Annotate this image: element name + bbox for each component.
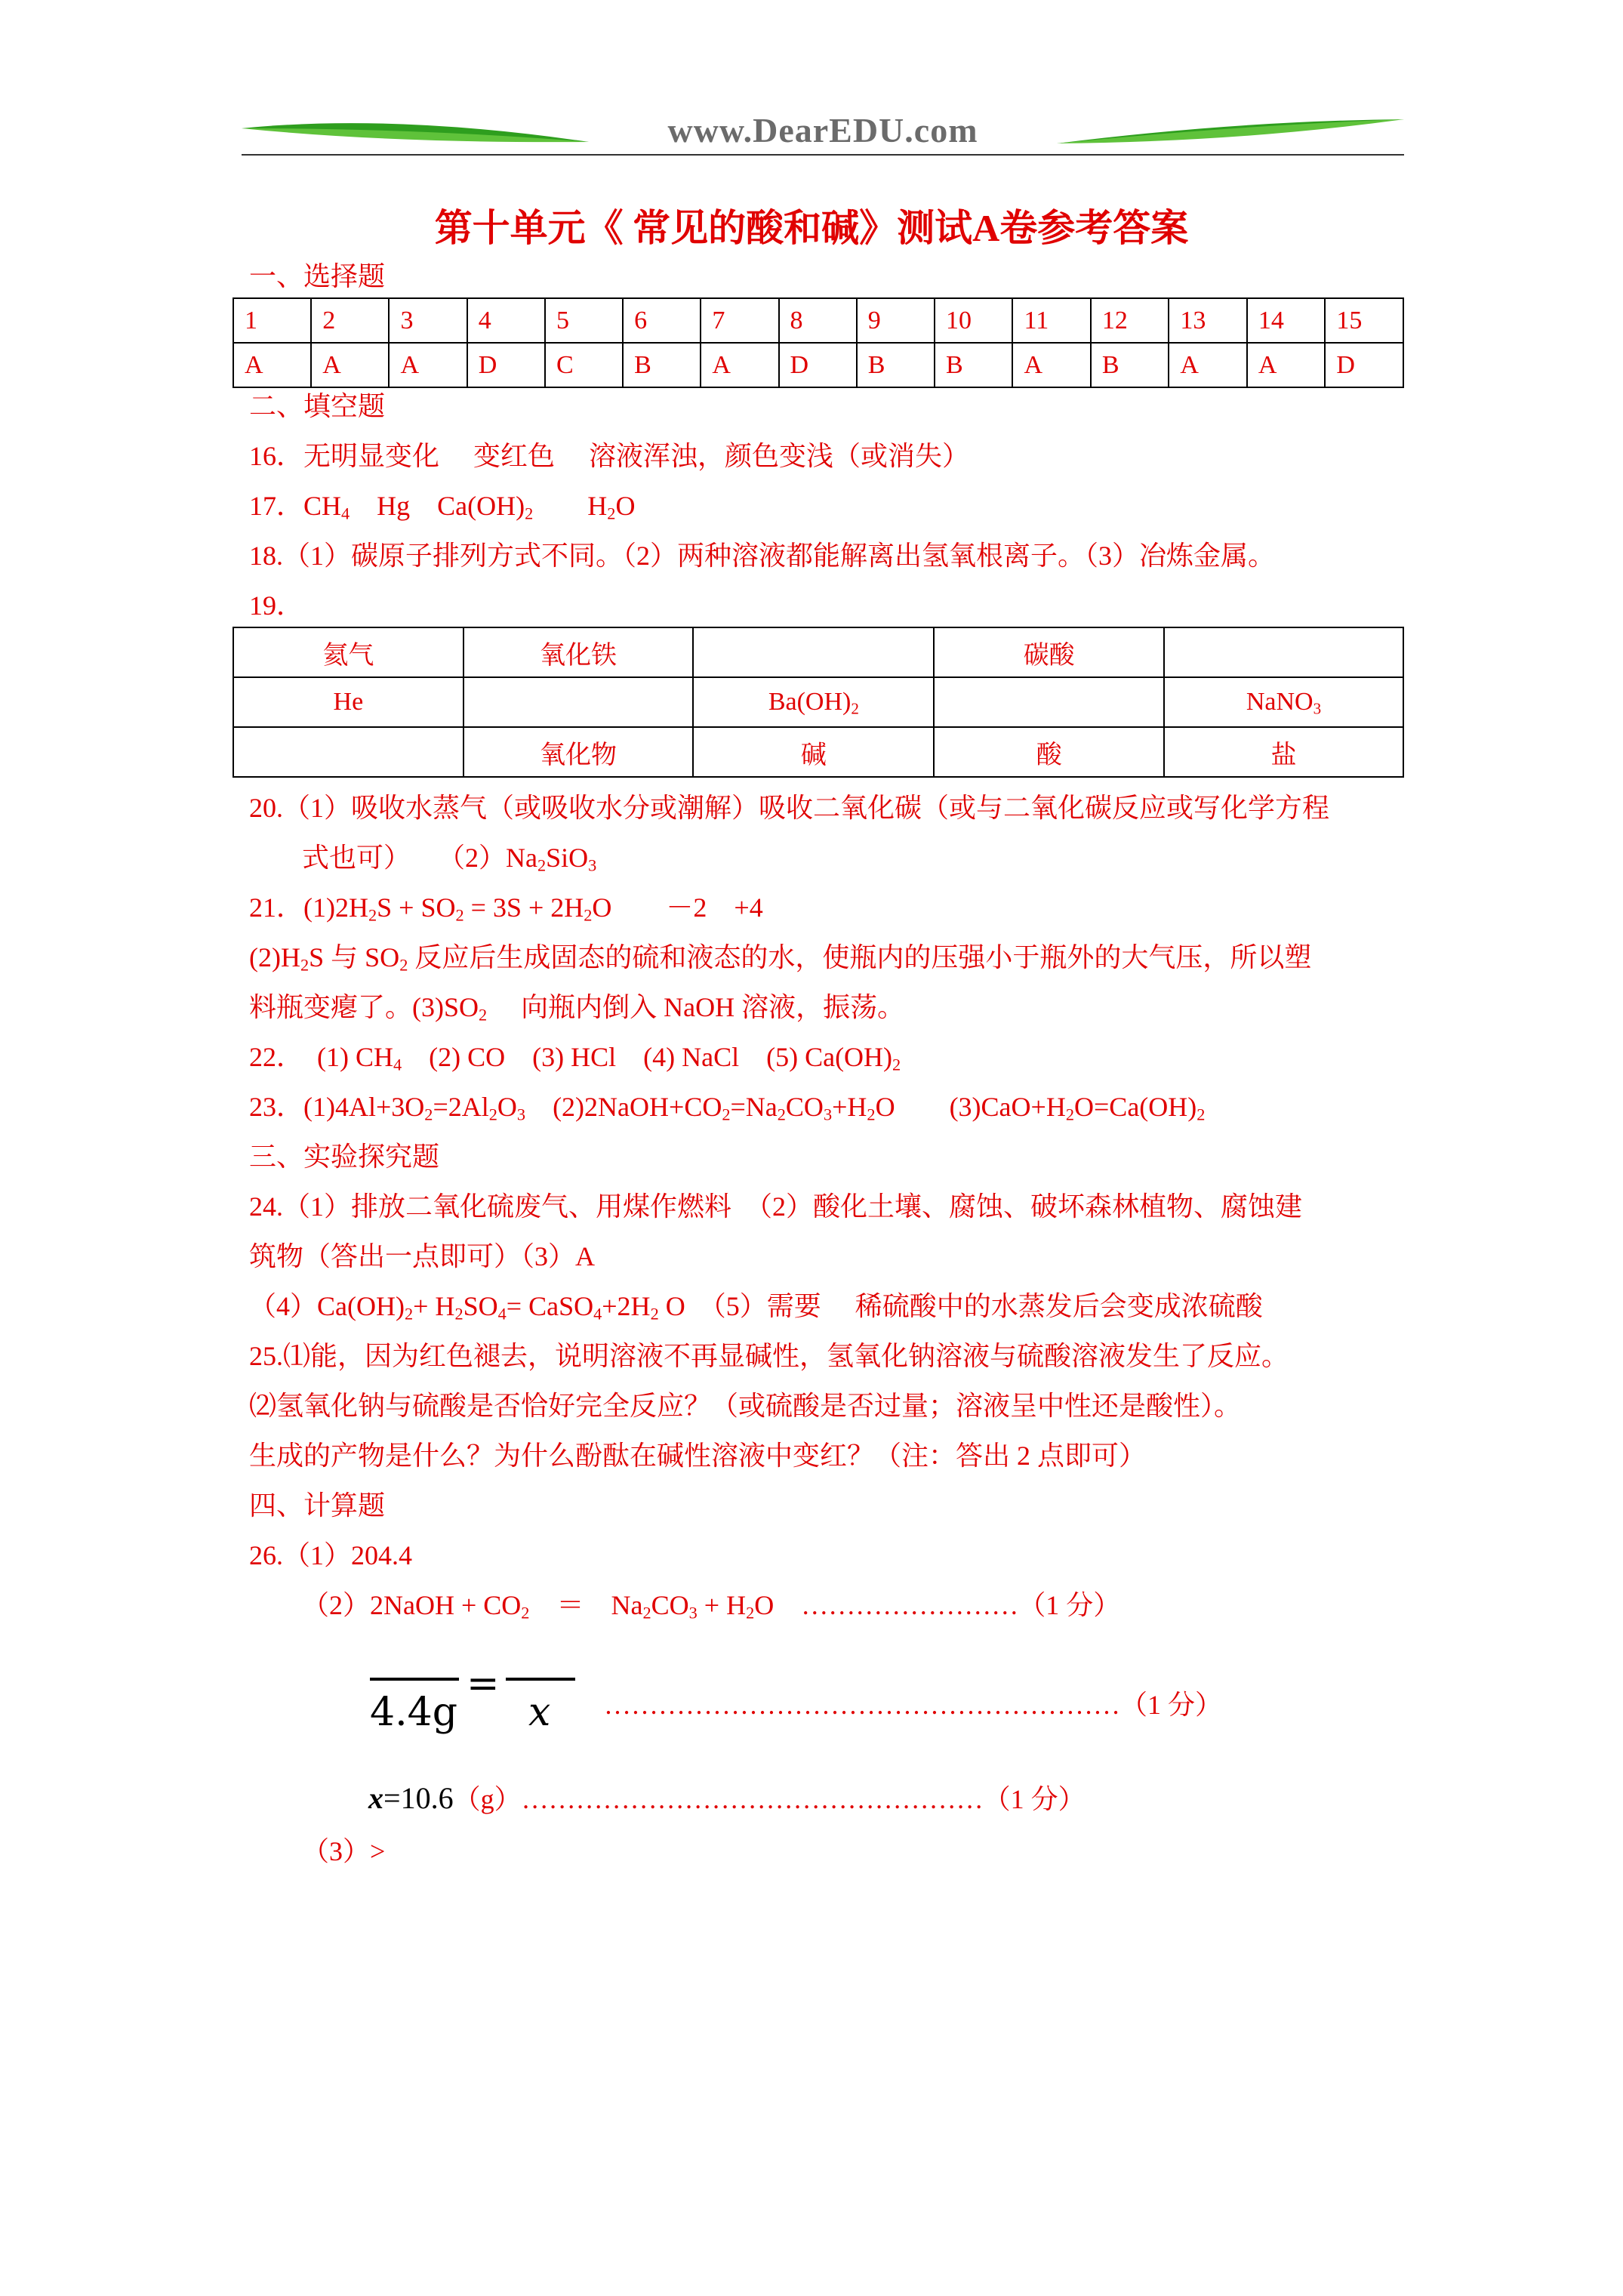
answer-21-line-1: 21．$(1)2H_2S + SO_2 = 3S + 2H_2O$ －2 +4 bbox=[249, 892, 763, 925]
question-number-cell: 13 bbox=[1169, 298, 1247, 343]
section-heading-1: 一、选择题 bbox=[249, 261, 386, 291]
question-number-cell: 11 bbox=[1012, 298, 1090, 343]
table-row bbox=[233, 298, 1403, 343]
fraction-denominator-right: x bbox=[528, 1690, 551, 1735]
table-cell: He bbox=[233, 677, 463, 727]
fraction-bar-left bbox=[370, 1678, 459, 1681]
answer-cell: B bbox=[857, 343, 935, 387]
question-number-cell: 15 bbox=[1325, 298, 1403, 343]
table-row bbox=[233, 627, 1403, 677]
table-cell: 盐 bbox=[1164, 727, 1403, 777]
site-header bbox=[242, 106, 1404, 159]
answer-26-part-3: （3）> bbox=[302, 1836, 386, 1866]
answer-cell: A bbox=[233, 343, 311, 387]
question-number-cell: 4 bbox=[467, 298, 545, 343]
fraction-bar-right bbox=[506, 1678, 575, 1681]
answer-25-line-1: 25.⑴能，因为红色褪去，说明溶液不再显碱性，氢氧化钠溶液与硫酸溶液发生了反应。 bbox=[249, 1341, 1289, 1371]
answer-25-line-2: ⑵氢氧化钠与硫酸是否恰好完全反应？（或硫酸是否过量；溶液呈中性还是酸性）。 bbox=[249, 1391, 1242, 1421]
answer-21-line-3: 料瓶变瘪了。$(3)SO_2$ 向瓶内倒入 NaOH 溶液，振荡。 bbox=[249, 992, 905, 1025]
table-cell: 氦气 bbox=[233, 627, 463, 677]
answer-19-label: 19． bbox=[249, 590, 304, 621]
fraction-denominator-left: 4.4g bbox=[370, 1690, 457, 1735]
site-name[interactable]: www.DearEDU.com bbox=[667, 111, 978, 149]
question-number-cell: 7 bbox=[701, 298, 778, 343]
answer-cell: A bbox=[1169, 343, 1247, 387]
question-number-cell: 10 bbox=[935, 298, 1013, 343]
answer-cell: B bbox=[935, 343, 1013, 387]
answer-25-line-3: 生成的产物是什么？为什么酚酞在碱性溶液中变红？（注：答出 2 点即可） bbox=[249, 1441, 1147, 1471]
answer-22: 22． (1) $CH_4$ (2) CO (3) HCl (4) NaCl (5) $Ca(OH)_2$ bbox=[249, 1042, 901, 1074]
answer-20-line-1: 20.（1）吸收水蒸气（或吸收水分或潮解）吸收二氧化碳（或与二氧化碳反应或写化学方程 bbox=[249, 793, 1330, 823]
answer-cell: A bbox=[1012, 343, 1090, 387]
question-number-cell: 9 bbox=[857, 298, 935, 343]
section-heading-4: 四、计算题 bbox=[249, 1490, 386, 1521]
header-divider bbox=[242, 154, 1404, 156]
answer-18: 18.（1）碳原子排列方式不同。（2）两种溶液都能解离出氢氧根离子。（3）冶炼金属。 bbox=[249, 541, 1276, 571]
question-number-cell: 5 bbox=[545, 298, 623, 343]
table-cell bbox=[463, 677, 694, 727]
equals-sign: = bbox=[467, 1661, 500, 1706]
answer-cell: A bbox=[1247, 343, 1326, 387]
choice-answer-table bbox=[233, 297, 1404, 388]
question-number-cell: 8 bbox=[779, 298, 857, 343]
answer-20-line-2: 式也可） $(2)Na_2SiO_3$ bbox=[302, 843, 597, 875]
table-cell: 酸 bbox=[934, 727, 1164, 777]
answer-cell: B bbox=[623, 343, 701, 387]
answer-cell: D bbox=[779, 343, 857, 387]
classification-table bbox=[233, 627, 1404, 778]
table-cell: 碳酸 bbox=[934, 627, 1164, 677]
table-cell: $Ba(OH)_2$ bbox=[693, 677, 934, 727]
score-dots-1: …………………………………………………（1 分） bbox=[604, 1690, 1222, 1720]
table-cell bbox=[693, 627, 934, 677]
question-number-cell: 2 bbox=[311, 298, 389, 343]
table-cell bbox=[1164, 627, 1403, 677]
answer-23: 23．$(1)4Al+3O_2=2Al_2O_3$ $(2)2NaOH+CO_2=Na_2CO_3+H_2O$ $(3)CaO+H_2O=Ca(OH)_2$ bbox=[249, 1092, 1206, 1124]
answer-21-line-2: $(2)H_2S$ 与 $SO_2$ 反应后生成固态的硫和液态的水，使瓶内的压强小于瓶外的大气压，所以塑 bbox=[249, 942, 1312, 975]
table-cell bbox=[934, 677, 1164, 727]
answer-26-line-1: 26.（1）204.4 bbox=[249, 1540, 413, 1570]
answer-17: 17．$CH_4$ Hg $Ca(OH)_2$ $H_2O$ bbox=[249, 491, 636, 523]
answer-cell: A bbox=[389, 343, 467, 387]
question-number-cell: 6 bbox=[623, 298, 701, 343]
table-cell bbox=[233, 727, 463, 777]
table-cell: 碱 bbox=[693, 727, 934, 777]
question-number-cell: 14 bbox=[1247, 298, 1326, 343]
answer-cell: C bbox=[545, 343, 623, 387]
answer-cell: B bbox=[1091, 343, 1169, 387]
question-number-cell: 1 bbox=[233, 298, 311, 343]
question-number-cell: 3 bbox=[389, 298, 467, 343]
answer-cell: A bbox=[701, 343, 778, 387]
table-cell: NaNO$_3$ bbox=[1164, 677, 1403, 727]
table-row bbox=[233, 727, 1403, 777]
table-row bbox=[233, 343, 1403, 387]
answer-cell: A bbox=[311, 343, 389, 387]
section-heading-3: 三、实验探究题 bbox=[249, 1142, 440, 1172]
table-cell: 氧化铁 bbox=[463, 627, 694, 677]
answer-24-line-1: 24.（1）排放二氧化硫废气、用煤作燃料 （2）酸化土壤、腐蚀、破坏森林植物、腐蚀建 bbox=[249, 1191, 1303, 1222]
answer-24-line-2: 筑物（答出一点即可）（3）A bbox=[249, 1241, 595, 1271]
question-number-cell: 12 bbox=[1091, 298, 1169, 343]
section-heading-2: 二、填空题 bbox=[249, 391, 386, 421]
answer-26-result: x=10.6（g）……………………………………………（1 分） bbox=[368, 1781, 1086, 1815]
answer-26-equation: （2）2NaOH + $CO_2$ ＝ $Na_2CO_3 + H_2O$ ……………………（1 分） bbox=[302, 1590, 1121, 1623]
table-row bbox=[233, 677, 1403, 727]
page-title: 第十单元《 常见的酸和碱》测试A卷参考答案 bbox=[434, 207, 1189, 249]
answer-24-line-3: $(4)Ca(OH)_2+ H_2SO_4=$ $CaSO_4+2H_2$ O （5）需要 稀硫酸中的水蒸发后会变成浓硫酸 bbox=[249, 1291, 1263, 1324]
table-cell: 氧化物 bbox=[463, 727, 694, 777]
answer-cell: D bbox=[1325, 343, 1403, 387]
answer-16: 16．无明显变化 变红色 溶液浑浊，颜色变浅（或消失） bbox=[249, 441, 970, 471]
answer-cell: D bbox=[467, 343, 545, 387]
